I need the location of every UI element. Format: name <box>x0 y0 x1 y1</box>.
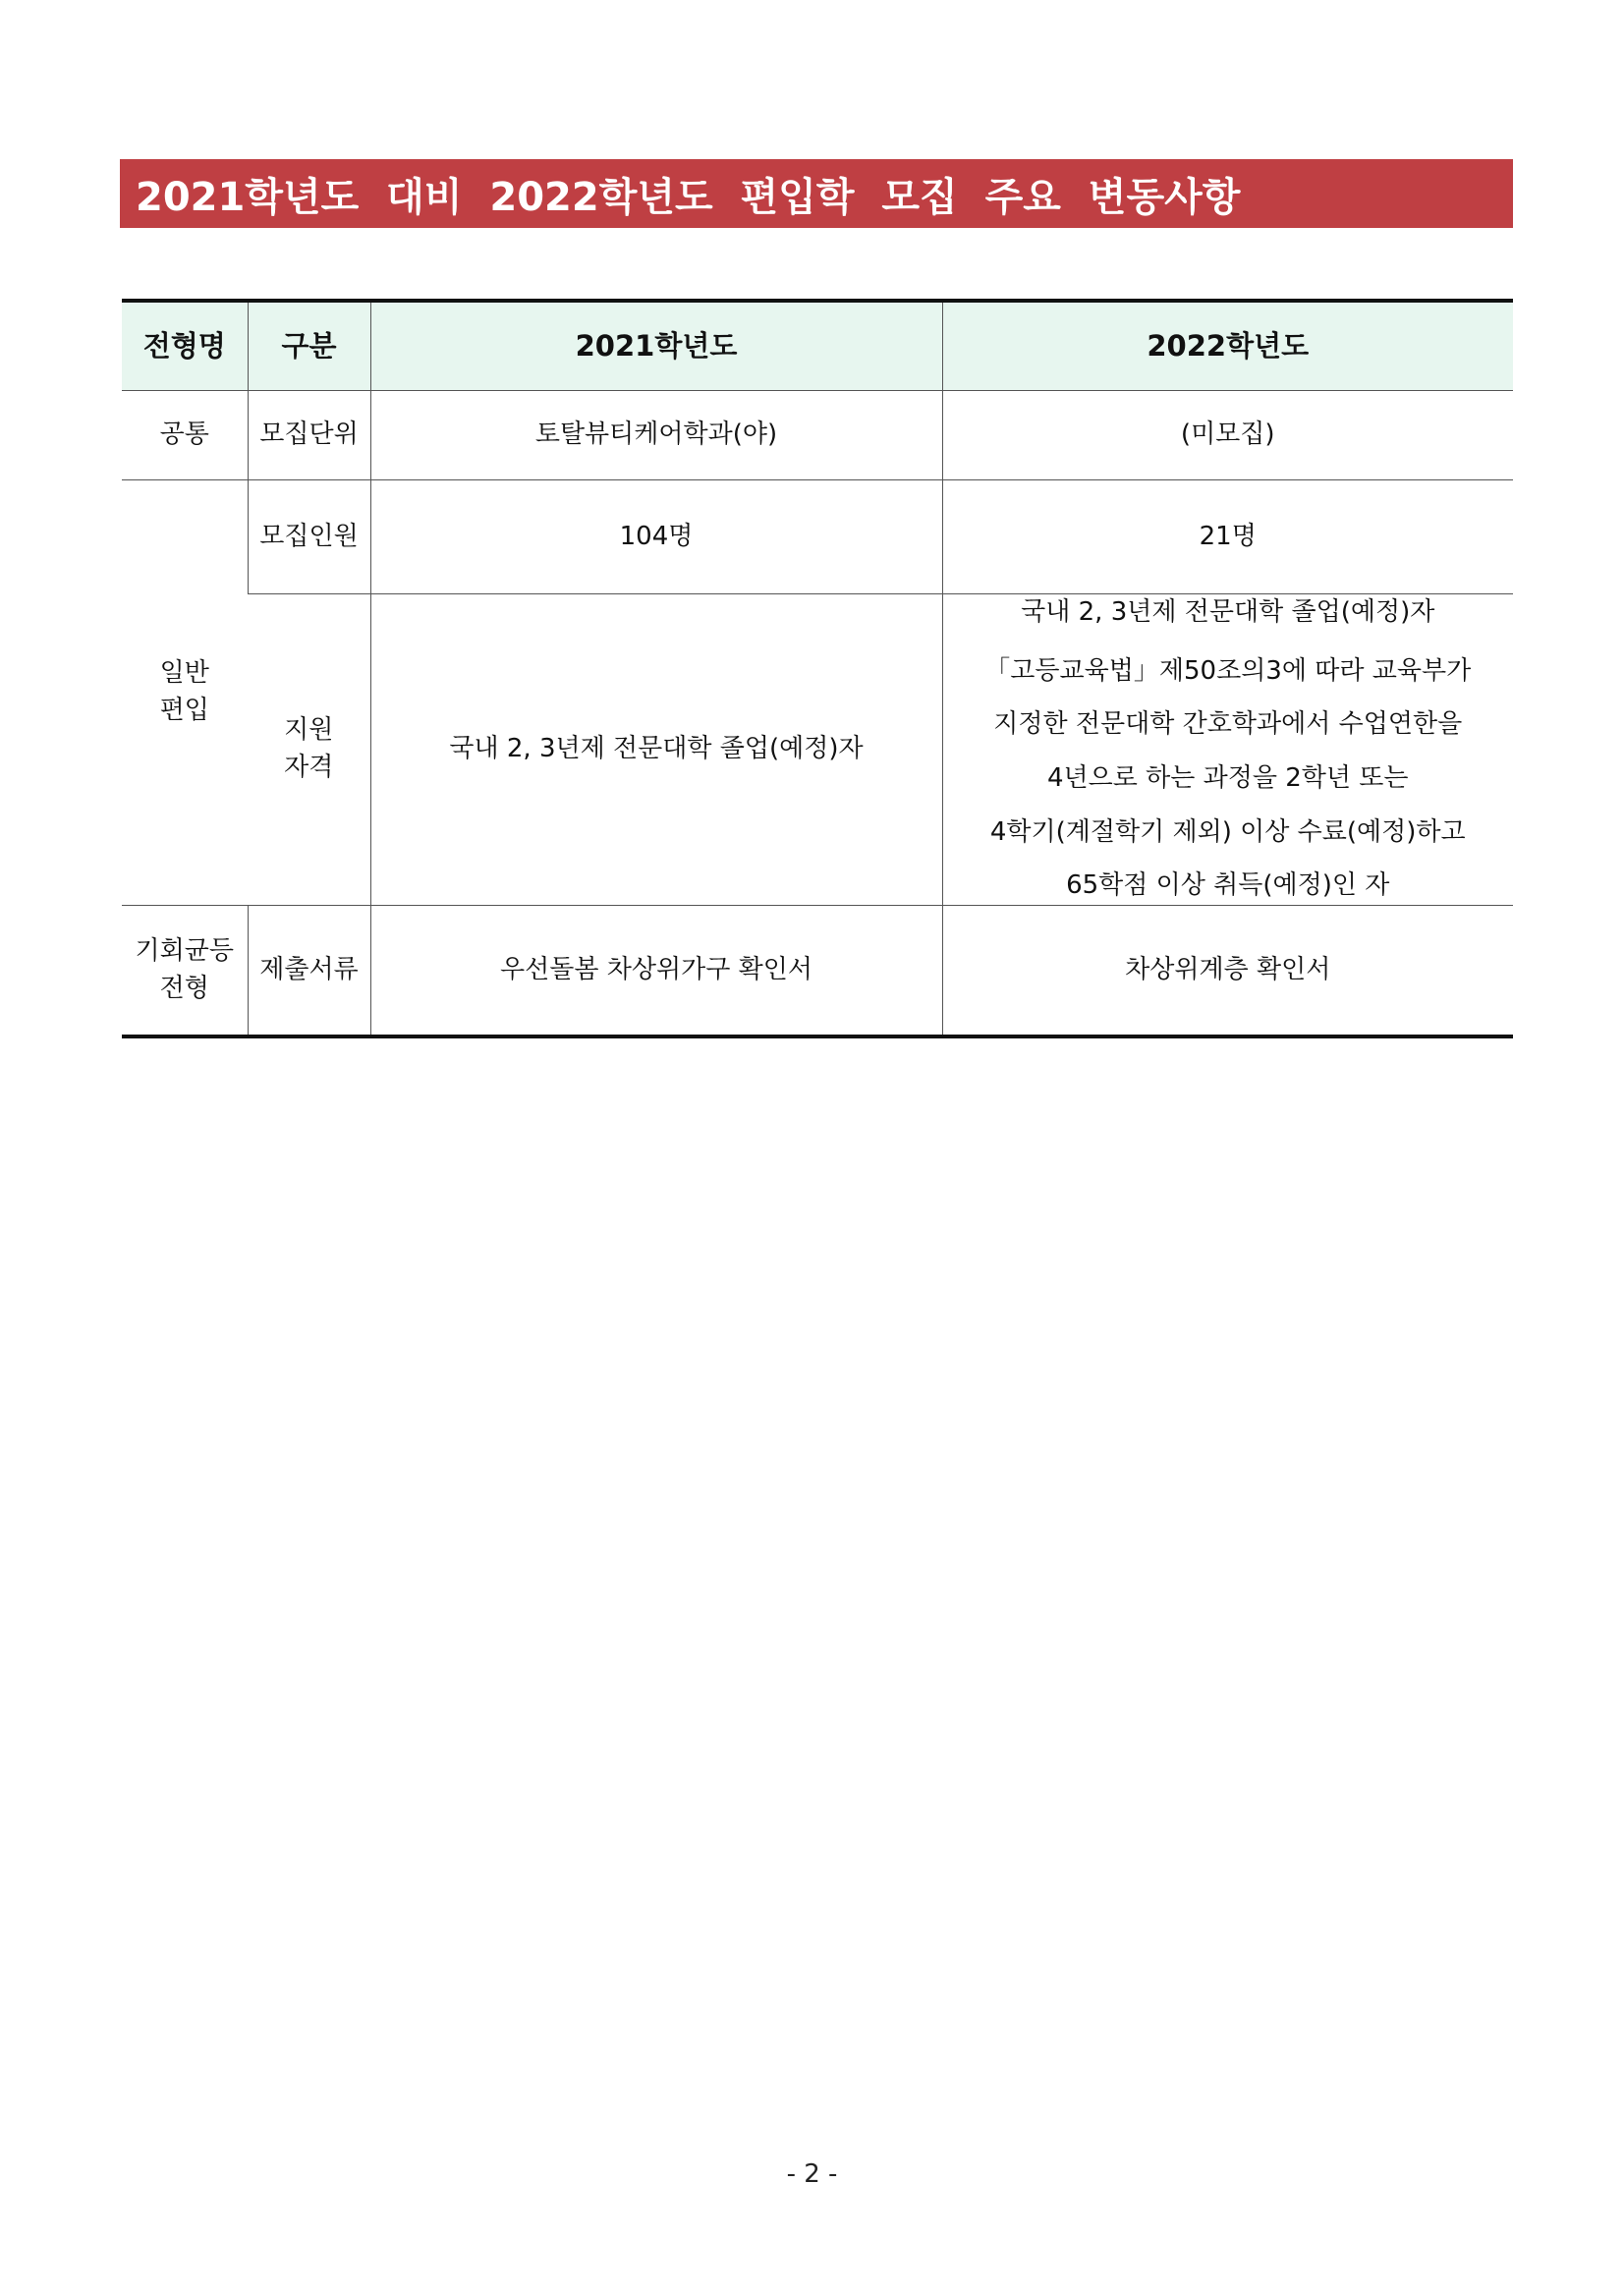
changes-table <box>122 299 1513 1038</box>
page-number: - 2 - <box>786 2159 838 2189</box>
cell-2021-recruit-unit: 토탈뷰티케어학과(야) <box>370 391 942 480</box>
cell-category-recruit-unit: 모집단위 <box>248 391 370 480</box>
qualification-2022-line: 4학기(계절학기 제외) 이상 수료(예정)하고 <box>989 816 1466 847</box>
cell-2022-recruit-unit: (미모집) <box>942 391 1513 480</box>
qualification-2022-line: 국내 2, 3년제 전문대학 졸업(예정)자 <box>1021 597 1435 627</box>
cell-category-documents: 제출서류 <box>248 906 370 1037</box>
qualification-2022-line: 지정한 전문대학 간호학과에서 수업연한을 <box>993 709 1463 740</box>
cell-2022-documents: 차상위계층 확인서 <box>942 906 1513 1037</box>
type-equal-line1: 기회균등 <box>135 935 234 966</box>
cell-type-common: 공통 <box>122 391 248 480</box>
type-equal-line2: 전형 <box>159 973 209 1003</box>
table-row-quota <box>122 480 1513 594</box>
table-row-qualification <box>122 594 1513 906</box>
header-2022: 2022학년도 <box>942 301 1513 391</box>
type-general-line2: 편입 <box>159 696 209 726</box>
header-category: 구분 <box>248 301 370 391</box>
cell-2021-quota: 104명 <box>370 480 942 594</box>
cell-2021-documents: 우선돌봄 차상위가구 확인서 <box>370 906 942 1037</box>
table-header-row <box>122 301 1513 391</box>
page-title: 2021학년도 대비 2022학년도 편입학 모집 주요 변동사항 <box>136 174 1241 220</box>
qualification-2022-line: 「고등교육법」제50조의3에 따라 교육부가 <box>984 655 1472 686</box>
cell-2022-qualification <box>942 594 1513 906</box>
title-bar <box>120 159 1513 228</box>
table-row-common <box>122 391 1513 480</box>
cell-2021-qualification: 국내 2, 3년제 전문대학 졸업(예정)자 <box>370 594 942 906</box>
cell-category-qualification <box>248 594 370 906</box>
cell-2022-quota: 21명 <box>942 480 1513 594</box>
qualification-2022-line: 4년으로 하는 과정을 2학년 또는 <box>1046 763 1409 794</box>
cell-type-equal-opportunity <box>122 906 248 1037</box>
type-general-line1: 일반 <box>159 658 209 689</box>
cell-type-general <box>122 480 248 906</box>
header-2021: 2021학년도 <box>370 301 942 391</box>
header-type: 전형명 <box>122 301 248 391</box>
qualification-label-line1: 지원 <box>284 715 334 746</box>
qualification-label-line2: 자격 <box>284 753 334 783</box>
table-row-documents <box>122 906 1513 1037</box>
qualification-2022-line: 65학점 이상 취득(예정)인 자 <box>1066 870 1390 901</box>
cell-category-quota: 모집인원 <box>248 480 370 594</box>
